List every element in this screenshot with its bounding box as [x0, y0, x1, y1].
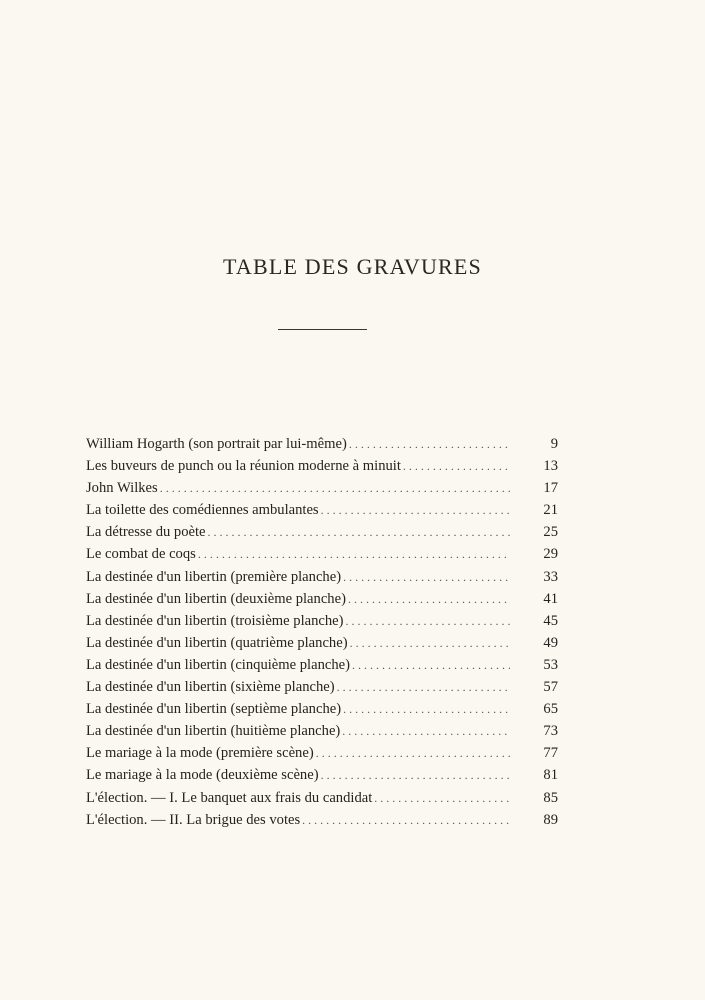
toc-entry-title: L'élection. — I. Le banquet aux frais du candidat	[86, 789, 373, 806]
toc-entry-page: 33	[543, 568, 558, 585]
toc-entry	[86, 521, 558, 543]
toc-entry	[86, 654, 558, 676]
toc-entry-title: La destinée d'un libertin (première planche)	[86, 568, 342, 585]
toc-entry	[86, 764, 558, 786]
dot-leader	[340, 720, 510, 742]
toc-entry-title: La toilette des comédiennes ambulantes	[86, 502, 319, 519]
toc-entry-page: 41	[543, 590, 558, 607]
dot-leader	[319, 764, 510, 786]
toc-entry-title: Le mariage à la mode (deuxième scène)	[86, 767, 319, 784]
toc-entry-title: La destinée d'un libertin (troisième planche)	[86, 612, 344, 629]
toc-entry	[86, 543, 558, 565]
dot-leader	[206, 521, 510, 543]
toc-entry	[86, 477, 558, 499]
toc-entry	[86, 566, 558, 588]
toc-entry-page: 77	[543, 745, 558, 762]
toc-entry	[86, 787, 558, 809]
toc-entry	[86, 698, 558, 720]
dot-leader	[319, 499, 510, 521]
toc-entry-page: 57	[543, 679, 558, 696]
toc-entry	[86, 610, 558, 632]
toc-entry-title: Les buveurs de punch ou la réunion moderne à minuit	[86, 458, 401, 475]
toc-entry-title: Le combat de coqs	[86, 546, 196, 563]
toc-entry-title: L'élection. — II. La brigue des votes	[86, 811, 301, 828]
toc-entry-page: 89	[543, 811, 558, 828]
toc-entry-page: 73	[543, 723, 558, 740]
dot-leader	[346, 588, 510, 610]
toc-entry-title: La destinée d'un libertin (sixième planche)	[86, 679, 335, 696]
toc-entry	[86, 499, 558, 521]
dot-leader	[341, 566, 510, 588]
toc-entry-title: La destinée d'un libertin (huitième planche)	[86, 723, 341, 740]
toc-entry	[86, 676, 558, 698]
toc-entry-title: La destinée d'un libertin (deuxième planche)	[86, 590, 346, 607]
toc-entry-page: 13	[543, 458, 558, 475]
toc-entry-title: William Hogarth (son portrait par lui-même)	[86, 436, 347, 452]
dot-leader	[350, 654, 510, 676]
toc-entry-title: La destinée d'un libertin (cinquième planche)	[86, 656, 350, 673]
toc-entry-page: 29	[543, 546, 558, 563]
toc-entry-title: John Wilkes	[86, 480, 158, 497]
toc-entry-page: 53	[543, 656, 558, 673]
toc-entry-page: 25	[543, 524, 558, 541]
toc-entry-page: 17	[543, 480, 558, 497]
toc-entry	[86, 588, 558, 610]
dot-leader	[300, 809, 510, 831]
dot-leader	[314, 742, 510, 764]
toc-entry	[86, 632, 558, 654]
toc-entry	[86, 720, 558, 742]
toc-entry-page: 49	[543, 634, 558, 651]
toc-entry-page: 21	[543, 502, 558, 519]
toc-entry-page: 85	[543, 789, 558, 806]
toc-entry	[86, 433, 558, 455]
dot-leader	[196, 543, 510, 565]
dot-leader	[347, 433, 510, 455]
toc-entry	[86, 742, 558, 764]
toc-entry-title: La destinée d'un libertin (quatrième planche)	[86, 634, 348, 651]
dot-leader	[344, 610, 510, 632]
dot-leader	[372, 787, 510, 809]
toc-entry	[86, 809, 558, 831]
dot-leader	[158, 477, 510, 499]
toc-entry	[86, 455, 558, 477]
page-title: TABLE DES GRAVURES	[222, 254, 482, 279]
toc-entry-page: 81	[543, 767, 558, 784]
toc-entry-page: 65	[543, 701, 558, 718]
toc-entry-page: 9	[550, 436, 558, 452]
table-of-contents	[86, 433, 558, 831]
dot-leader	[341, 698, 510, 720]
toc-entry-title: La destinée d'un libertin (septième planche)	[86, 701, 342, 718]
toc-entry-title: Le mariage à la mode (première scène)	[86, 745, 314, 762]
dot-leader	[401, 455, 510, 477]
dot-leader	[348, 632, 510, 654]
title-rule	[278, 329, 367, 330]
toc-entry-title: La détresse du poète	[86, 524, 206, 541]
toc-entry-page: 45	[543, 612, 558, 629]
dot-leader	[335, 676, 510, 698]
